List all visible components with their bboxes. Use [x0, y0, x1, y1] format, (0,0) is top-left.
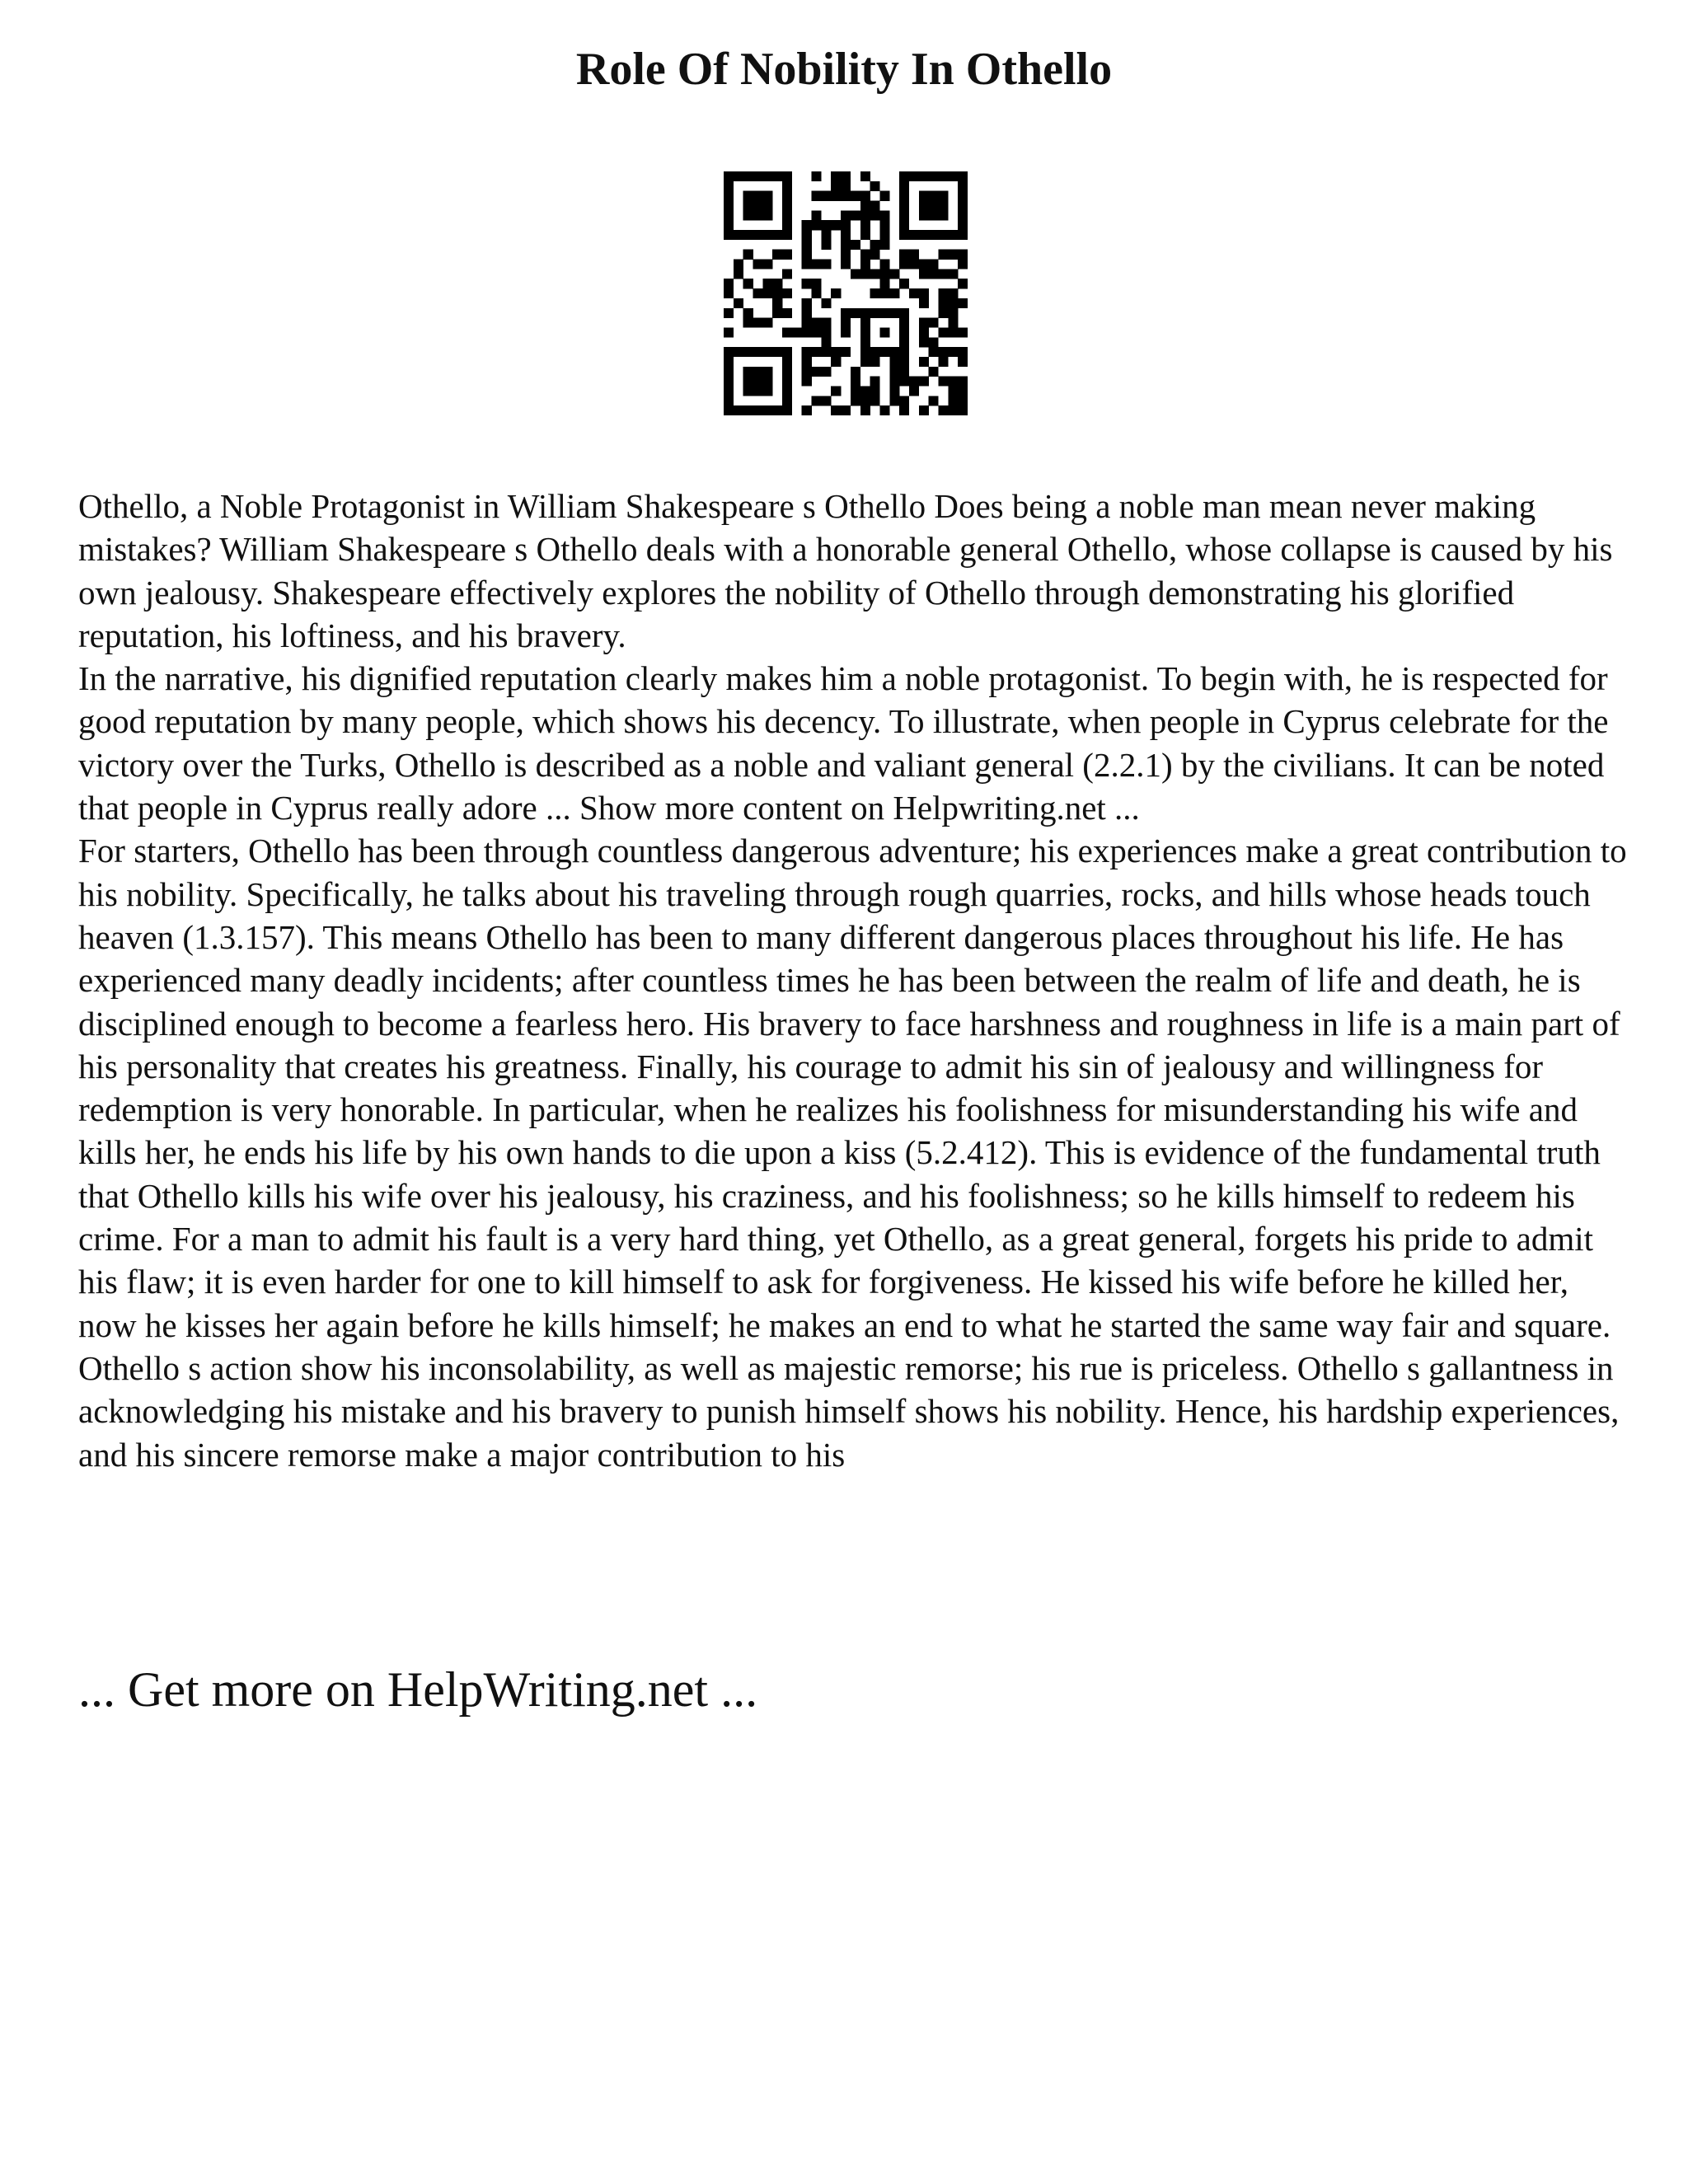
paragraph-reputation: In the narrative, his dignified reputation clearly makes him a noble protagonist. To begin with, he is respected for good reputation by many people, which shows his decency. To illustrate, when people in Cyprus celebrate for the victory over the Turks, Othello is described as a noble and valiant general (2.2.1) by the civilians. It can be noted that people in Cyprus really adore ... Show more content on Helpwriting.net ...	[78, 659, 1609, 827]
paragraph-bravery: For starters, Othello has been through countless dangerous adventure; his experiences make a great contribution to his nobility. Specifically, he talks about his traveling through rough quarries, rocks, and hills whose heads touch heaven (1.3.157). This means Othello has been to many different dangerous places throughout his life. He has experienced many deadly incidents; after countless times he has been between the realm of life and death, he is disciplined enough to become a fearless hero. His bravery to face harshness and roughness in life is a main part of his personality that creates his greatness. Finally, his courage to admit his sin of jealousy and willingness for redemption is very honorable. In particular, when he realizes his foolishness for misunderstanding his wife and kills her, he ends his life by his own hands to die upon a kiss (5.2.412). This is evidence of the fundamental truth that Othello kills his wife over his jealousy, his craziness, and his foolishness; so he kills himself to redeem his crime. For a man to admit his fault is a very hard thing, yet Othello, as a great general, forgets his pride to admit his flaw; it is even harder for one to kill himself to ask for forgiveness. He kissed his wife before he killed her, now he kisses her again before he kills himself; he makes an end to what he started the same way fair and square. Othello s action show his inconsolability, as well as majestic remorse; his rue is priceless. Othello s gallantness in acknowledging his mistake and his bravery to punish himself shows his nobility. Hence, his hardship experiences, and his sincere remorse make a major contribution to his	[78, 832, 1627, 1474]
paragraph-intro: Othello, a Noble Protagonist in William Shakespeare s Othello Does being a noble man mean never making mistakes? William Shakespeare s Othello deals with a honorable general Othello, whose collapse is caused by his own jealousy. Shakespeare effectively explores the nobility of Othello through demonstrating his glorified reputation, his loftiness, and his bravery.	[78, 487, 1613, 654]
qr-code-icon	[724, 171, 968, 415]
article-body	[78, 485, 1628, 1476]
page-title: Role Of Nobility In Othello	[575, 44, 1113, 95]
get-more-link[interactable]: ... Get more on HelpWriting.net ...	[78, 1662, 758, 1717]
